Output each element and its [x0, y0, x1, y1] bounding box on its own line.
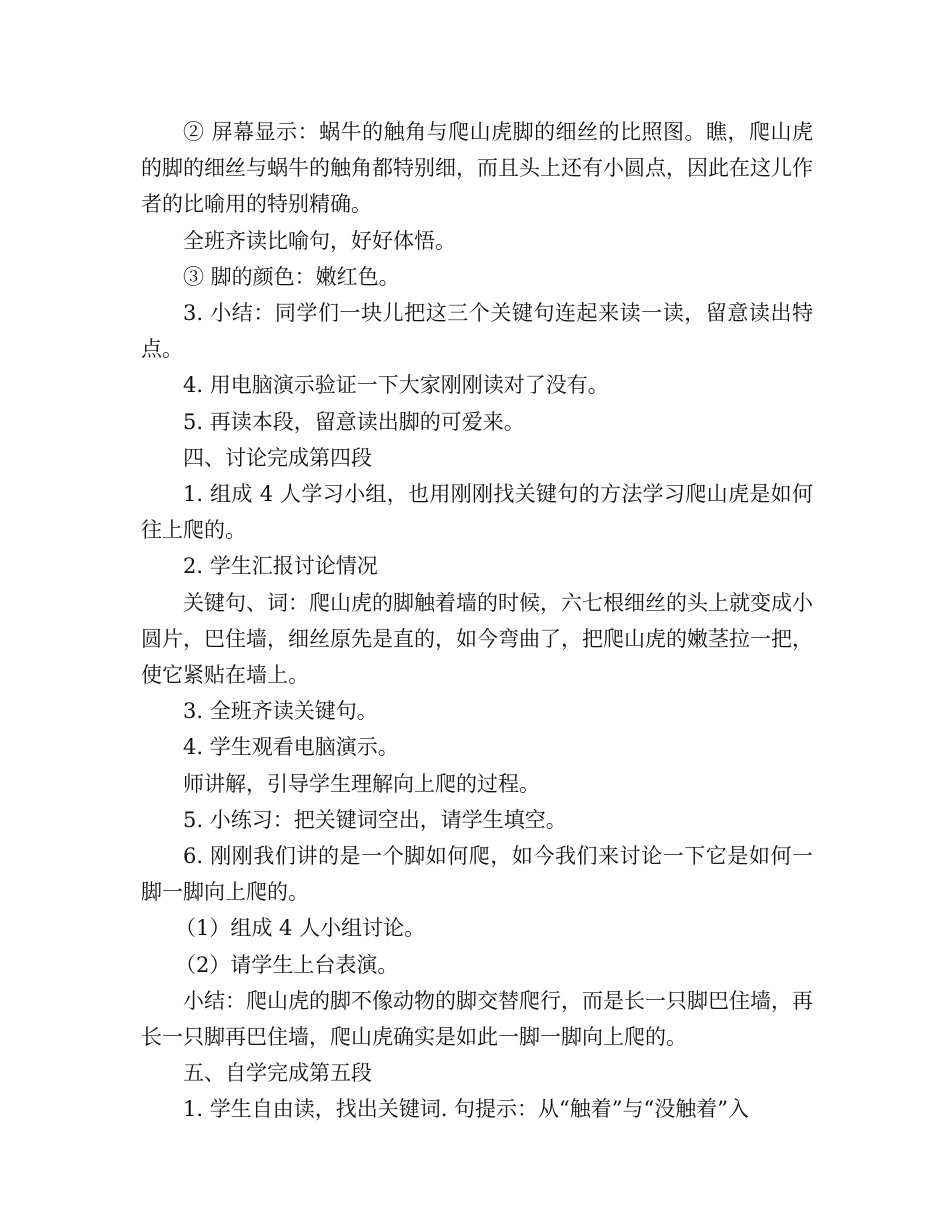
paragraph-key-sentences: 关键句、词：爬山虎的脚触着墙的时候，六七根细丝的头上就变成小圆片，巴住墙，细丝原先是直的，如今弯曲了，把爬山虎的嫩茎拉一把，使它紧贴在墙上。 [141, 590, 813, 688]
paragraph-teacher-explain: 师讲解，引导学生理解向上爬的过程。 [183, 771, 540, 796]
paragraph-watch-demo: 4. 学生观看电脑演示。 [183, 735, 399, 760]
paragraph-exercise: 5. 小练习：把关键词空出，请学生填空。 [183, 807, 567, 832]
paragraph-reread: 5. 再读本段，留意读出脚的可爱来。 [183, 409, 525, 434]
section-heading-5: 五、自学完成第五段 [183, 1061, 372, 1086]
paragraph-discussion: 6. 刚刚我们讲的是一个脚如何爬，如今我们来讨论一下它是如何一脚一脚向上爬的。 [141, 844, 813, 905]
paragraph-comparison-image: ② 屏幕显示：蜗牛的触角与爬山虎脚的细丝的比照图。瞧，爬山虎的脚的细丝与蜗牛的触角都特别细，而且头上还有小圆点，因此在这儿作者的比喻用的特别精确。 [141, 120, 813, 217]
paragraph-report: 2. 学生汇报讨论情况 [183, 554, 378, 579]
paragraph-read-metaphor: 全班齐读比喻句，好好体悟。 [183, 228, 456, 253]
paragraph-foot-color: ③ 脚的颜色：嫩红色。 [183, 264, 400, 289]
paragraph-group-study: 1. 组成 4 人学习小组，也用刚刚找关键句的方法学习爬山虎是如何往上爬的。 [141, 482, 813, 543]
paragraph-summary-3: 3. 小结：同学们一块儿把这三个关键句连起来读一读，留意读出特点。 [141, 301, 813, 362]
section-heading-4: 四、讨论完成第四段 [183, 445, 372, 470]
paragraph-free-read: 1. 学生自由读，找出关键词. 句提示：从“触着”与“没触着”入 [183, 1097, 750, 1122]
paragraph-summary-climb: 小结：爬山虎的脚不像动物的脚交替爬行，而是长一只脚巴住墙，再长一只脚再巴住墙，爬山虎确实是如此一脚一脚向上爬的。 [141, 988, 813, 1050]
list-item-group-discuss: （1）组成 4 人小组讨论。 [175, 916, 426, 941]
document-body [141, 114, 813, 1128]
paragraph-class-read: 3. 全班齐读关键句。 [183, 699, 378, 724]
paragraph-computer-demo: 4. 用电脑演示验证一下大家刚刚读对了没有。 [183, 373, 609, 398]
list-item-perform: （2）请学生上台表演。 [175, 952, 399, 977]
